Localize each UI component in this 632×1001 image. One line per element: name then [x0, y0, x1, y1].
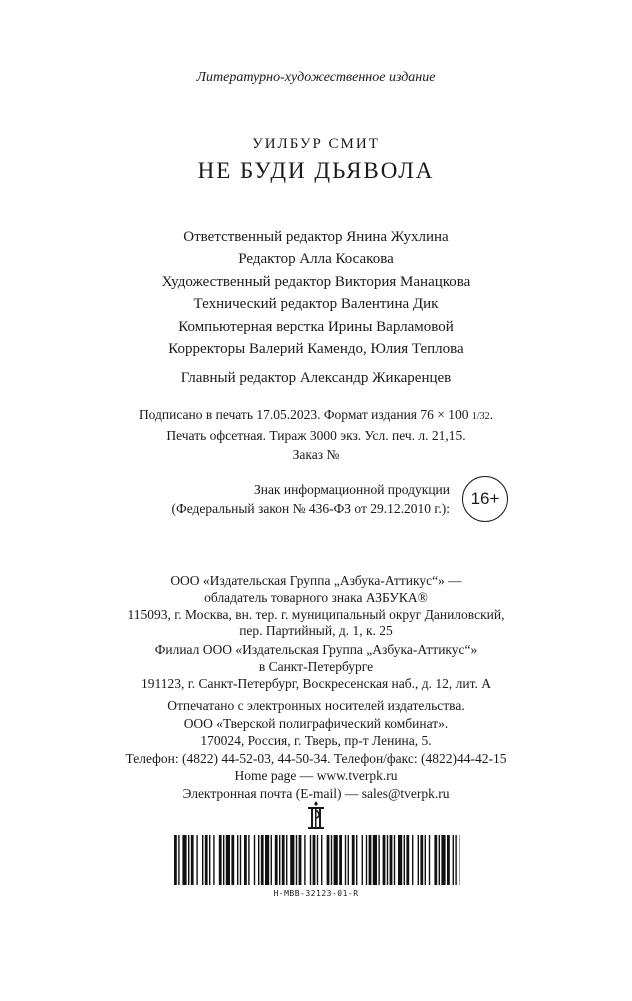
barcode-bar [244, 835, 247, 885]
barcode-bar [352, 835, 355, 885]
barcode [174, 835, 460, 885]
barcode-bar [313, 835, 316, 885]
barcode-bar [213, 835, 214, 885]
barcode-bar [378, 835, 379, 885]
barcode-bar [231, 835, 234, 885]
barcode-bar [254, 835, 255, 885]
barcode-bar [304, 835, 305, 885]
print-info-line: Печать офсетная. Тираж 3000 экз. Усл. печ. л. 21,15. [166, 428, 466, 443]
barcode-bar [271, 835, 272, 885]
barcode-bar [334, 835, 338, 885]
barcode-bar [261, 835, 264, 885]
author-name: УИЛБУР СМИТ [252, 136, 380, 152]
barcode-bar [196, 835, 197, 885]
printer-line: ООО «Тверской полиграфический комбинат». [183, 715, 449, 731]
barcode-bar [286, 835, 287, 885]
chief-editor-line: Главный редактор Александр Жикаренцев [180, 370, 452, 387]
barcode-bar [296, 835, 297, 885]
barcode-bar [188, 835, 189, 885]
publisher-line: пер. Партийный, д. 1, к. 25 [239, 623, 393, 639]
credit-line: Компьютерная верстка Ирины Варламовой [178, 318, 454, 335]
info-sign-line: Знак информационной продукции [253, 482, 450, 497]
format-fraction: 1/32 [471, 411, 490, 422]
credit-line: Ответственный редактор Янина Жухлина [183, 229, 449, 245]
printer-line: Электронная почта (E-mail) — sales@tverpk.ru [182, 785, 450, 801]
barcode-bar [387, 835, 388, 885]
barcode-bar [447, 835, 450, 885]
barcode-bar [240, 835, 241, 885]
barcode-bar [248, 835, 249, 885]
print-info-line [0, 405, 632, 426]
printer-line: 170024, Россия, г. Тверь, пр-т Ленина, 5. [200, 733, 432, 749]
printer-line: Отпечатано с электронных носителей издательства. [167, 698, 465, 713]
filial-line: Филиал ООО «Издательская Группа „Азбука-Аттикус“» [154, 642, 478, 657]
barcode-bar [219, 835, 222, 885]
age-rating-badge: 16+ [462, 476, 508, 522]
genre-label: Литературно-художественное издание [196, 70, 436, 85]
barcode-bar [290, 835, 294, 885]
barcode-bar [453, 835, 454, 885]
barcode-bar [265, 835, 269, 885]
print-info-text: Подписано в печать 17.05.2023. Формат издания 76 × 100 [138, 407, 472, 422]
barcode-bar [394, 835, 395, 885]
barcode-bar [182, 835, 186, 885]
barcode-bar [226, 835, 230, 885]
barcode-bar [404, 835, 405, 885]
editorial-credits [0, 226, 632, 390]
barcode-bar [282, 835, 285, 885]
barcode-bar [191, 835, 194, 885]
filial-block [0, 642, 632, 692]
publisher-line: обладатель товарного знака АЗБУКА® [204, 589, 428, 605]
barcode-bar [331, 835, 332, 885]
barcode-bar [434, 835, 437, 885]
barcode-bar [420, 835, 423, 885]
credit-line: Редактор Алла Косакова [238, 251, 394, 268]
barcode-bar [339, 835, 342, 885]
publisher-line: 115093, г. Москва, вн. тер. г. муниципальный округ Даниловский, [127, 606, 505, 622]
barcode-bar [223, 835, 224, 885]
barcode-bar [373, 835, 377, 885]
barcode-bar [369, 835, 372, 885]
barcode-bar [202, 835, 203, 885]
info-sign-block [150, 476, 500, 526]
barcode-bar [398, 835, 402, 885]
barcode-bar [178, 835, 179, 885]
barcode-bar [327, 835, 330, 885]
printer-line: Home page — www.tverpk.ru [234, 768, 398, 784]
barcode-bar [275, 835, 278, 885]
order-number: Заказ № [292, 447, 340, 462]
barcode-bar [362, 835, 363, 885]
publisher-block [0, 573, 632, 640]
credit-line: Корректоры Валерий Камендо, Юлия Теплова [168, 341, 464, 358]
printer-block [0, 697, 632, 803]
barcode-bar [412, 835, 413, 885]
print-info-end: . [489, 407, 494, 422]
credit-line: Художественный редактор Виктория Манацкова [161, 273, 471, 290]
info-sign-text [150, 480, 450, 518]
barcode-bar [237, 835, 238, 885]
barcode-bar [317, 835, 318, 885]
filial-line: 191123, г. Санкт-Петербург, Воскресенская наб., д. 12, лит. А [141, 675, 491, 691]
barcode-bar [406, 835, 409, 885]
barcode-bar [390, 835, 393, 885]
barcode-text: H-MBB-32123-01-R [273, 889, 359, 898]
barcode-bar [174, 835, 177, 885]
barcode-bar [345, 835, 346, 885]
tverpk-logo-icon [305, 800, 327, 832]
barcode-bar [356, 835, 357, 885]
barcode-bar [383, 835, 386, 885]
info-sign-line: (Федеральный закон № 436-ФЗ от 29.12.2010 г.): [171, 501, 450, 516]
barcode-bar [425, 835, 426, 885]
barcode-bar [279, 835, 280, 885]
barcode-bar [205, 835, 208, 885]
barcode-bar [209, 835, 210, 885]
book-title: НЕ БУДИ ДЬЯВОЛА [197, 158, 435, 183]
barcode-bar [258, 835, 259, 885]
printer-line: Телефон: (4822) 44-52-03, 44-50-34. Телефон/факс: (4822)44-42-15 [125, 750, 507, 766]
filial-line: в Санкт-Петербурге [258, 658, 374, 674]
barcode-bar [418, 835, 419, 885]
barcode-bar [366, 835, 367, 885]
print-info [0, 405, 632, 464]
barcode-bar [455, 835, 456, 885]
barcode-bar [321, 835, 322, 885]
barcode-bar [441, 835, 445, 885]
barcode-bar [310, 835, 311, 885]
barcode-bar [429, 835, 430, 885]
publisher-line: ООО «Издательская Группа „Азбука-Аттикус“» — [170, 573, 462, 588]
credit-line: Технический редактор Валентина Дик [193, 296, 439, 313]
barcode-bar [299, 835, 302, 885]
barcode-bar [439, 835, 440, 885]
barcode-bar [348, 835, 349, 885]
